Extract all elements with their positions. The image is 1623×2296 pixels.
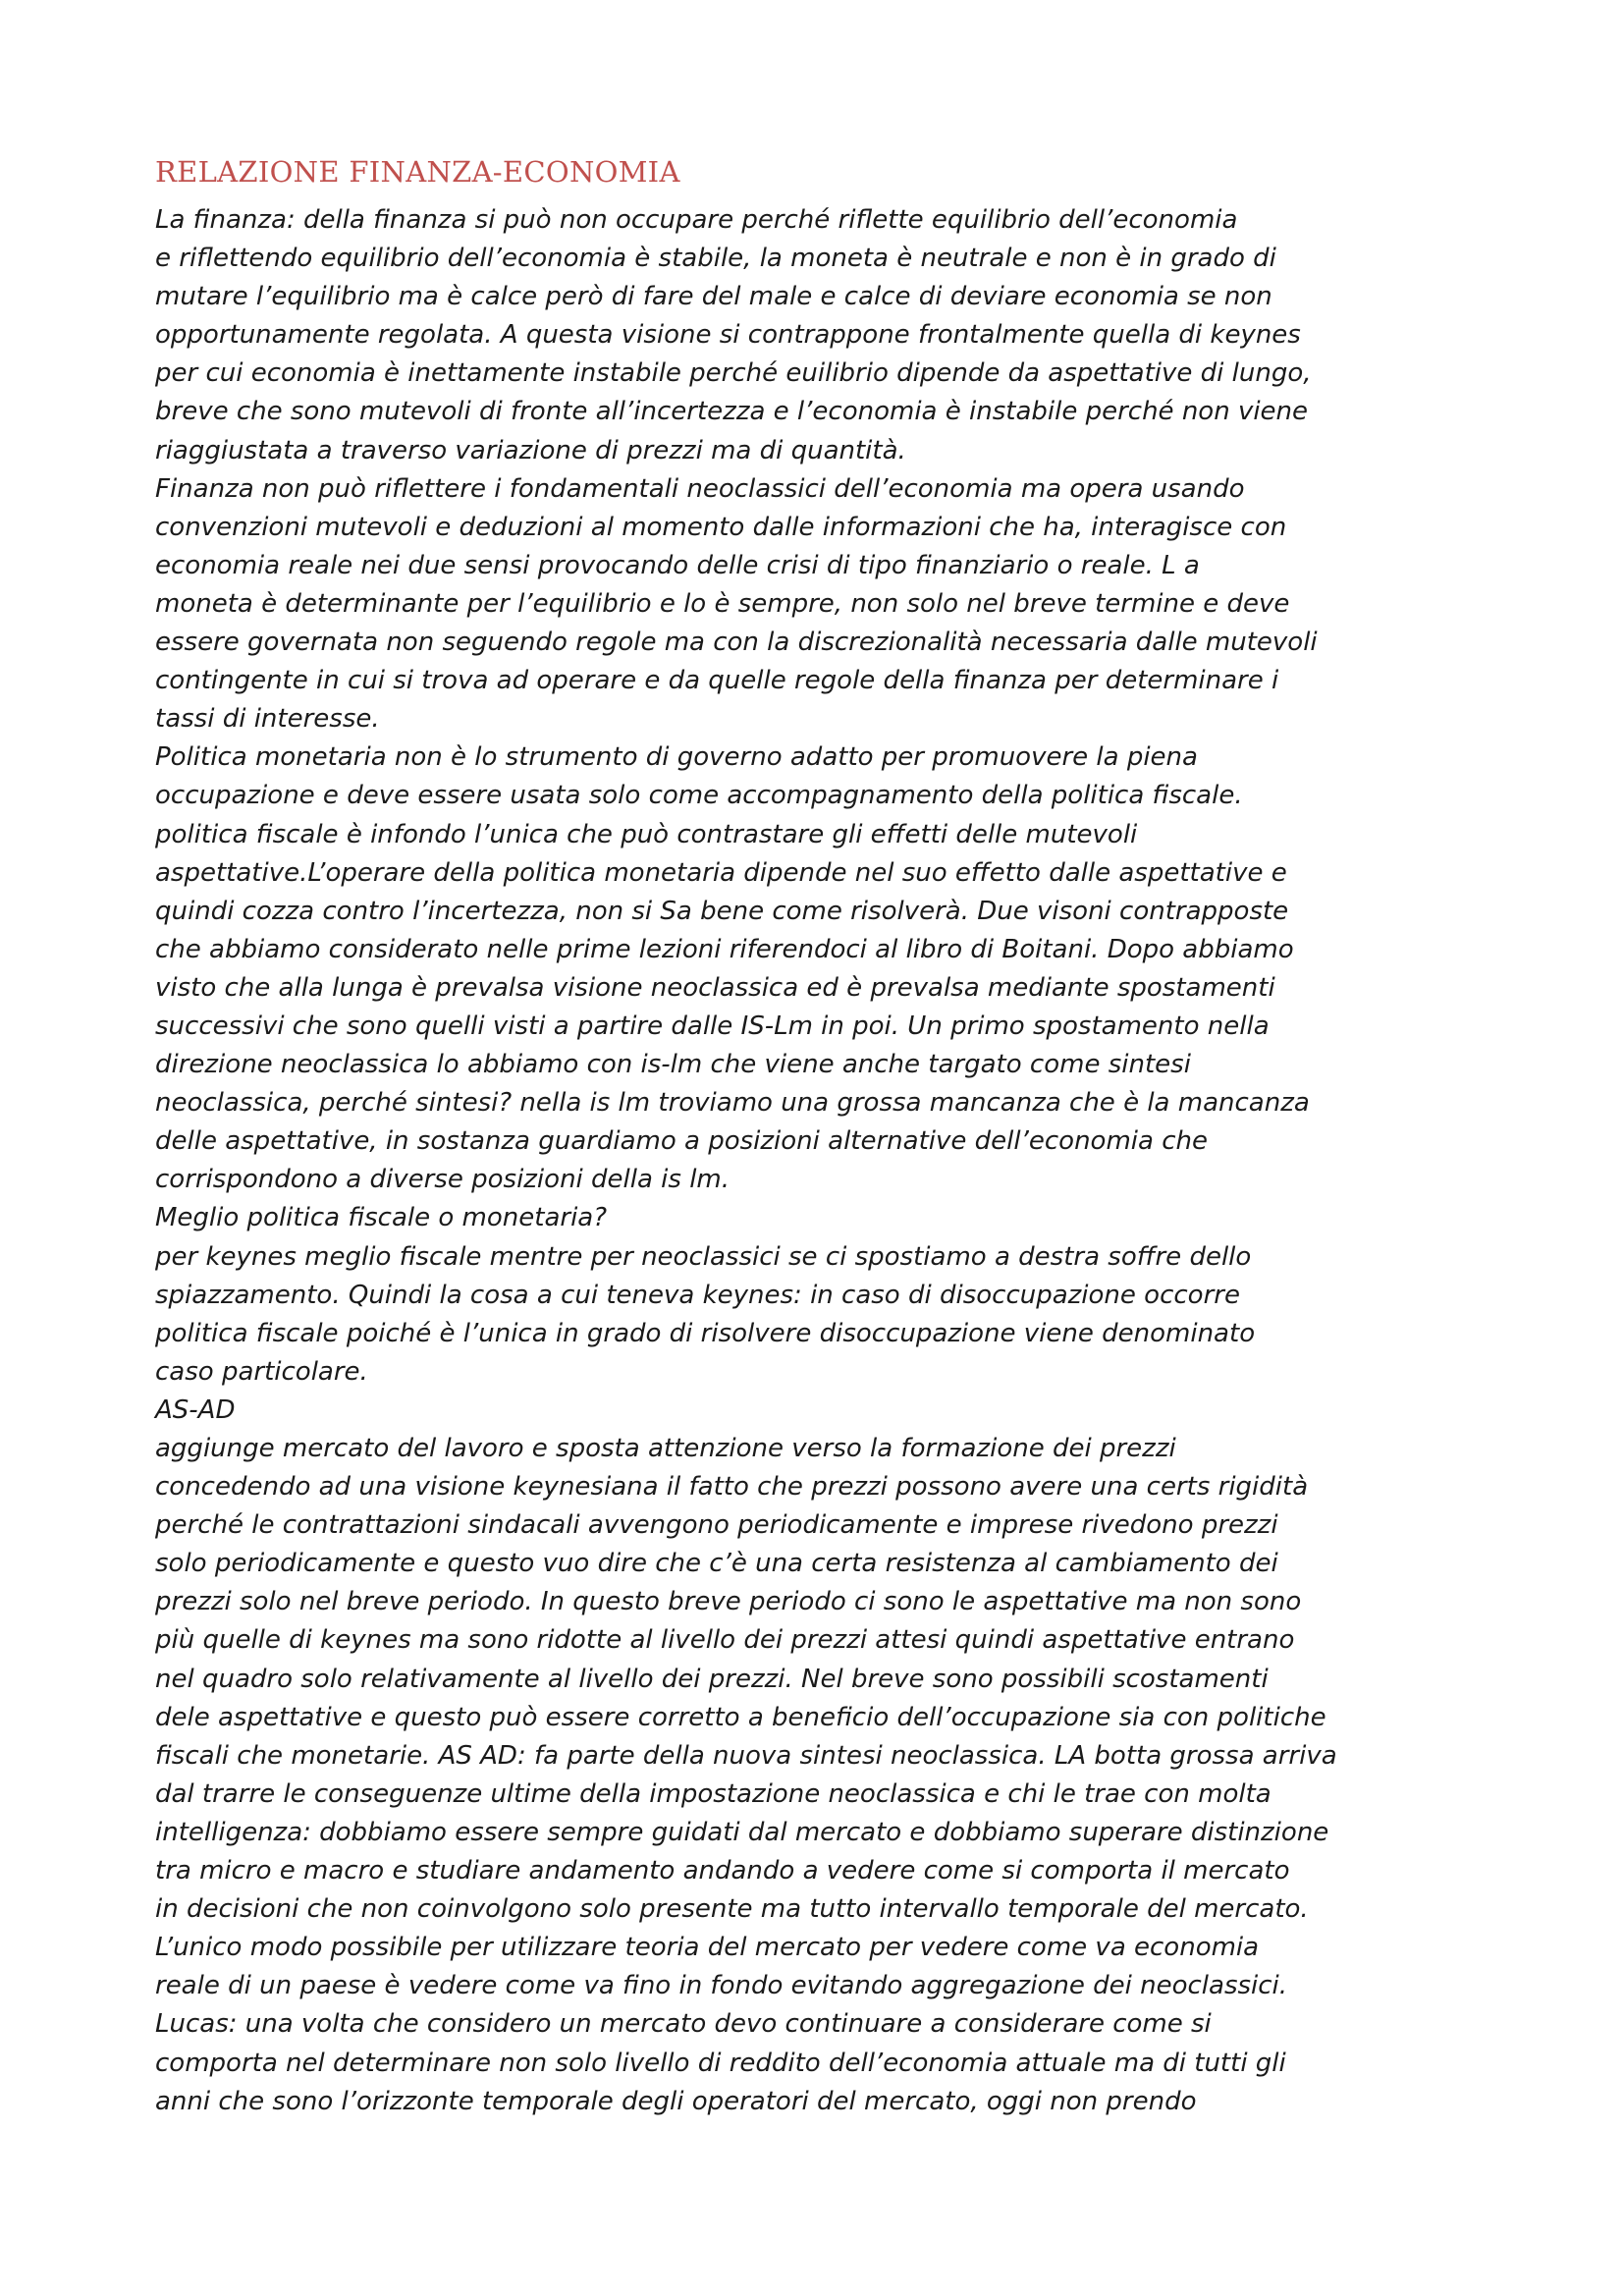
text-line: fiscali che monetarie. AS AD: fa parte della nuova sintesi neoclassica. LA botta grossa arriva xyxy=(155,1740,1337,1771)
document-title: RELAZIONE FINANZA-ECONOMIA xyxy=(155,155,680,189)
text-line: neoclassica, perché sintesi? nella is lm troviamo una grossa mancanza che è la mancanza xyxy=(155,1088,1310,1119)
text-line: essere governata non seguendo regole ma con la discrezionalità necessaria dalle mutevoli xyxy=(155,628,1318,658)
text-line: breve che sono mutevoli di fronte all’incertezza e l’economia è instabile perché non viene xyxy=(155,397,1309,427)
text-line: più quelle di keynes ma sono ridotte al livello dei prezzi attesi quindi aspettative entrano xyxy=(155,1625,1295,1656)
text-line: in decisioni che non coinvolgono solo presente ma tutto intervallo temporale del mercato. xyxy=(155,1894,1309,1925)
text-line: aspettative.L’operare della politica monetaria dipende nel suo effetto dalle aspettative e xyxy=(155,857,1287,888)
document-body xyxy=(155,201,1490,2121)
text-line: nel quadro solo relativamente al livello dei prezzi. Nel breve sono possibili scostamenti xyxy=(155,1664,1269,1694)
text-line: solo periodicamente e questo vuo dire che c’è una certa resistenza al cambiamento dei xyxy=(155,1549,1278,1579)
text-line: occupazione e deve essere usata solo come accompagnamento della politica fiscale. xyxy=(155,781,1243,811)
text-line: caso particolare. xyxy=(155,1356,368,1387)
text-line: contingente in cui si trova ad operare e da quelle regole della finanza per determinare i xyxy=(155,666,1279,696)
text-line: tra micro e macro e studiare andamento andando a vedere come si comporta il mercato xyxy=(155,1856,1290,1886)
text-line: per keynes meglio fiscale mentre per neoclassici se ci spostiamo a destra soffre dello xyxy=(155,1241,1252,1272)
text-line: quindi cozza contro l’incertezza, non si Sa bene come risolverà. Due visoni contrapposte xyxy=(155,896,1289,926)
text-line: aggiunge mercato del lavoro e sposta attenzione verso la formazione dei prezzi xyxy=(155,1434,1176,1463)
text-line: direzione neoclassica lo abbiamo con is-lm che viene anche targato come sintesi xyxy=(155,1050,1191,1080)
text-line: reale di un paese è vedere come va fino in fondo evitando aggregazione dei neoclassici. xyxy=(155,1971,1288,2001)
text-line: mutare l’equilibrio ma è calce però di fare del male e calce di deviare economia se non xyxy=(155,282,1272,312)
text-line: moneta è determinante per l’equilibrio e lo è sempre, non solo nel breve termine e deve xyxy=(155,588,1290,619)
text-line: opportunamente regolata. A questa visione si contrappone frontalmente quella di keynes xyxy=(155,320,1301,351)
text-line: riaggiustata a traverso variazione di prezzi ma di quantità. xyxy=(155,435,906,465)
text-line: perché le contrattazioni sindacali avvengono periodicamente e imprese rivedono prezzi xyxy=(155,1510,1278,1541)
text-line: per cui economia è inettamente instabile perché euilibrio dipende da aspettative di lungo, xyxy=(155,358,1312,389)
text-line: e riflettendo equilibrio dell’economia è stabile, la moneta è neutrale e non è in grado di xyxy=(155,244,1276,274)
text-line: successivi che sono quelli visti a partire dalle IS-Lm in poi. Un primo spostamento nella xyxy=(155,1011,1270,1041)
text-line: convenzioni mutevoli e deduzioni al momento dalle informazioni che ha, interagisce con xyxy=(155,512,1287,542)
text-line: AS-AD xyxy=(155,1394,236,1425)
text-line: delle aspettative, in sostanza guardiamo a posizioni alternative dell’economia che xyxy=(155,1126,1208,1157)
text-line: politica fiscale è infondo l’unica che può contrastare gli effetti delle mutevoli xyxy=(155,819,1138,849)
text-line: intelligenza: dobbiamo essere sempre guidati dal mercato e dobbiamo superare distinzione xyxy=(155,1817,1329,1847)
text-line: visto che alla lunga è prevalsa visione neoclassica ed è prevalsa mediante spostamenti xyxy=(155,972,1275,1003)
text-line: Meglio politica fiscale o monetaria? xyxy=(155,1203,608,1233)
text-line: Lucas: una volta che considero un mercato devo continuare a considerare come si xyxy=(155,2009,1212,2040)
text-line: anni che sono l’orizzonte temporale degli operatori del mercato, oggi non prendo xyxy=(155,2086,1197,2116)
text-line: Finanza non può riflettere i fondamentali neoclassici dell’economia ma opera usando xyxy=(155,473,1245,504)
text-line: dele aspettative e questo può essere corretto a beneficio dell’occupazione sia con politiche xyxy=(155,1702,1326,1732)
text-line: corrispondono a diverse posizioni della is lm. xyxy=(155,1165,730,1195)
text-line: dal trarre le conseguenze ultime della impostazione neoclassica e chi le trae con molta xyxy=(155,1778,1271,1809)
text-line: prezzi solo nel breve periodo. In questo breve periodo ci sono le aspettative ma non sono xyxy=(155,1587,1302,1617)
text-line: La finanza: della finanza si può non occupare perché riflette equilibrio dell’economia xyxy=(155,205,1238,235)
text-line: economia reale nei due sensi provocando delle crisi di tipo finanziario o reale. L a xyxy=(155,550,1200,580)
text-line: Politica monetaria non è lo strumento di governo adatto per promuovere la piena xyxy=(155,742,1198,773)
text-line: tassi di interesse. xyxy=(155,704,380,735)
text-line: L’unico modo possibile per utilizzare teoria del mercato per vedere come va economia xyxy=(155,1933,1260,1963)
text-line: politica fiscale poiché è l’unica in grado di risolvere disoccupazione viene denominato xyxy=(155,1318,1256,1348)
text-line: che abbiamo considerato nelle prime lezioni riferendoci al libro di Boitani. Dopo abbiamo xyxy=(155,934,1294,964)
text-line: concedendo ad una visione keynesiana il fatto che prezzi possono avere una certs rigidità xyxy=(155,1472,1309,1503)
text-line: spiazzamento. Quindi la cosa a cui teneva keynes: in caso di disoccupazione occorre xyxy=(155,1280,1240,1310)
text-line: comporta nel determinare non solo livello di reddito dell’economia attuale ma di tutti gli xyxy=(155,2048,1286,2078)
